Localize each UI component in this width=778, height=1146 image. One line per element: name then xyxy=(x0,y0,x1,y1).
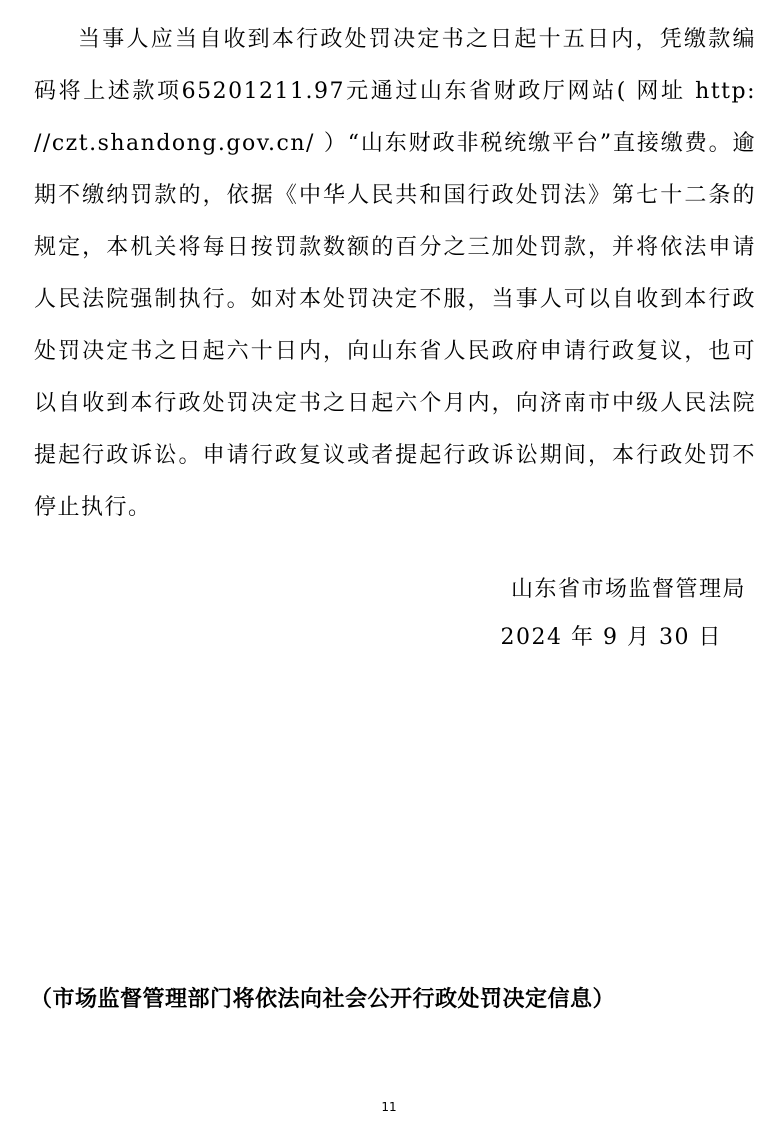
issue-date: 2024 年 9 月 30 日 xyxy=(500,625,722,650)
signature-block xyxy=(501,566,746,662)
disclosure-notice: （市场监督管理部门将依法向社会公开行政处罚决定信息） xyxy=(30,987,616,1012)
penalty-decision-body xyxy=(34,14,756,534)
page-number: 11 xyxy=(381,1100,397,1114)
issuing-authority: 山东省市场监督管理局 xyxy=(510,577,746,602)
paragraph-payment-and-appeal: 当事人应当自收到本行政处罚决定书之日起十五日内，凭缴款编码将上述款项65201211.97元通过山东省财政厅网站( 网址 http: //czt.shandong.gov.cn/ ）“山东财政非税统缴平台”直接缴费。逾期不缴纳罚款的，依据《中华人民共和国行政处罚法》第七十二条的规定，本机关将每日按罚款数额的百分之三加处罚款，并将依法申请人民法院强制执行。如对本处罚决定不服，当事人可以自收到本行政处罚决定书之日起六十日内，向山东省人民政府申请行政复议，也可以自收到本行政处罚决定书之日起六个月内，向济南市中级人民法院提起行政诉讼。申请行政复议或者提起行政诉讼期间，本行政处罚不停止执行。 xyxy=(34,27,756,520)
